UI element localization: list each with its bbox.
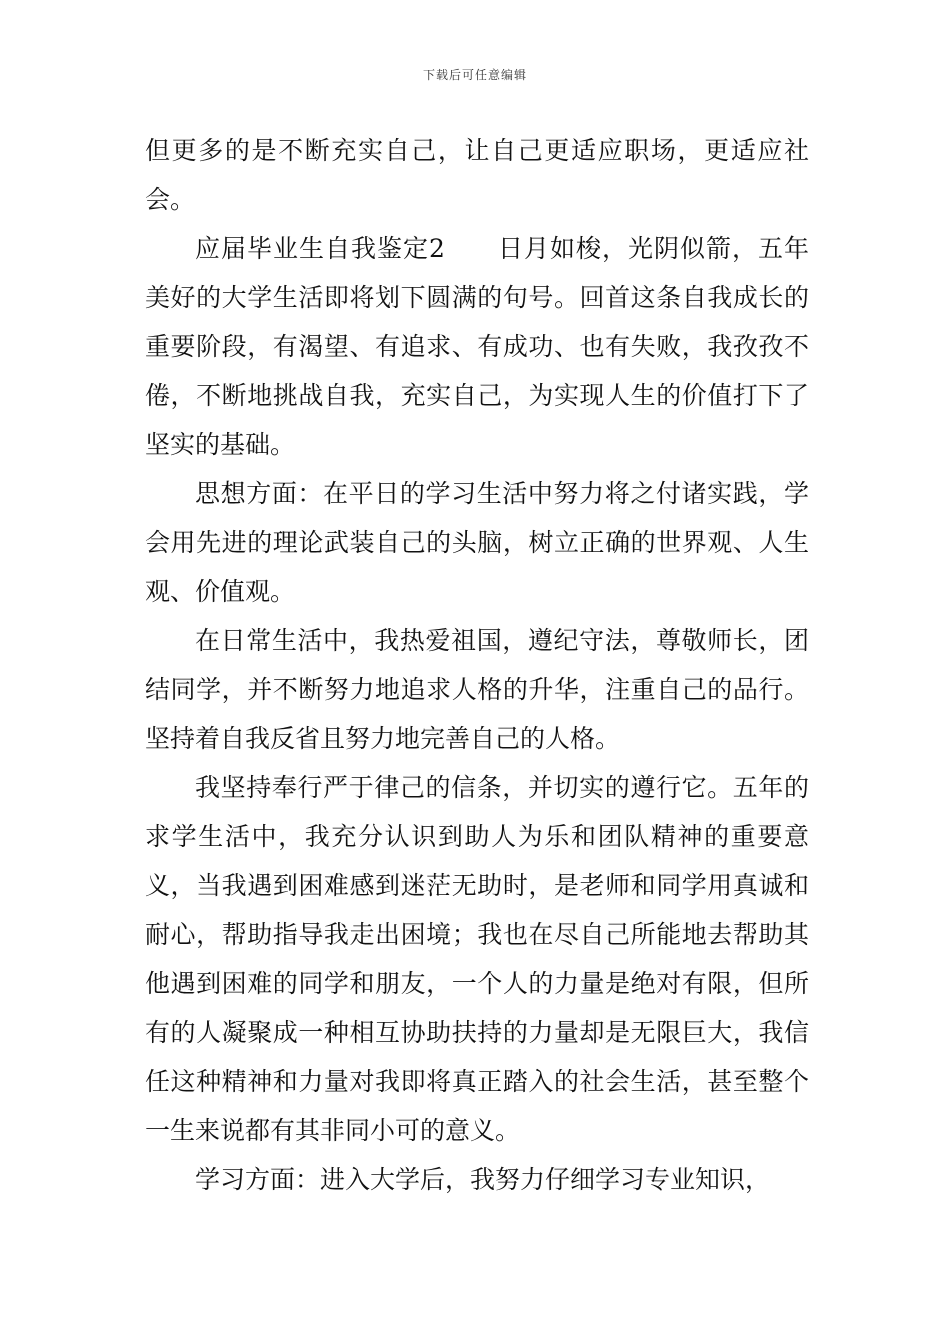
paragraph-1: 但更多的是不断充实自己，让自己更适应职场，更适应社会。 <box>145 136 809 214</box>
paragraph-3: 思想方面：在平日的学习生活中努力将之付诸实践，学会用先进的理论武装自己的头脑，树立正确的世界观、人生观、价值观。 <box>145 479 809 606</box>
page-header: 下载后可任意编辑 <box>422 68 527 82</box>
paragraph-6: 学习方面：进入大学后，我努力仔细学习专业知识， <box>195 1165 771 1194</box>
document-body <box>145 126 809 1204</box>
paragraph-5: 我坚持奉行严于律己的信条，并切实的遵行它。五年的求学生活中，我充分认识到助人为乐和团队精神的重要意义，当我遇到困难感到迷茫无助时，是老师和同学用真诚和耐心，帮助指导我走出困境；我也在尽自己所能地去帮助其他遇到困难的同学和朋友，一个人的力量是绝对有限，但所有的人凝聚成一种相互协助扶持的力量却是无限巨大，我信任这种精神和力量对我即将真正踏入的社会生活，甚至整个一生来说都有其非同小可的意义。 <box>145 773 809 1145</box>
paragraph-4: 在日常生活中，我热爱祖国，遵纪守法，尊敬师长，团结同学，并不断努力地追求人格的升华，注重自己的品行。坚持着自我反省且努力地完善自己的人格。 <box>145 626 809 753</box>
paragraph-2: 应届毕业生自我鉴定2 日月如梭，光阴似箭，五年美好的大学生活即将划下圆满的句号。回首这条自我成长的重要阶段，有渴望、有追求、有成功、也有失败，我孜孜不倦，不断地挑战自我，充实自己，为实现人生的价值打下了坚实的基础。 <box>145 234 809 459</box>
